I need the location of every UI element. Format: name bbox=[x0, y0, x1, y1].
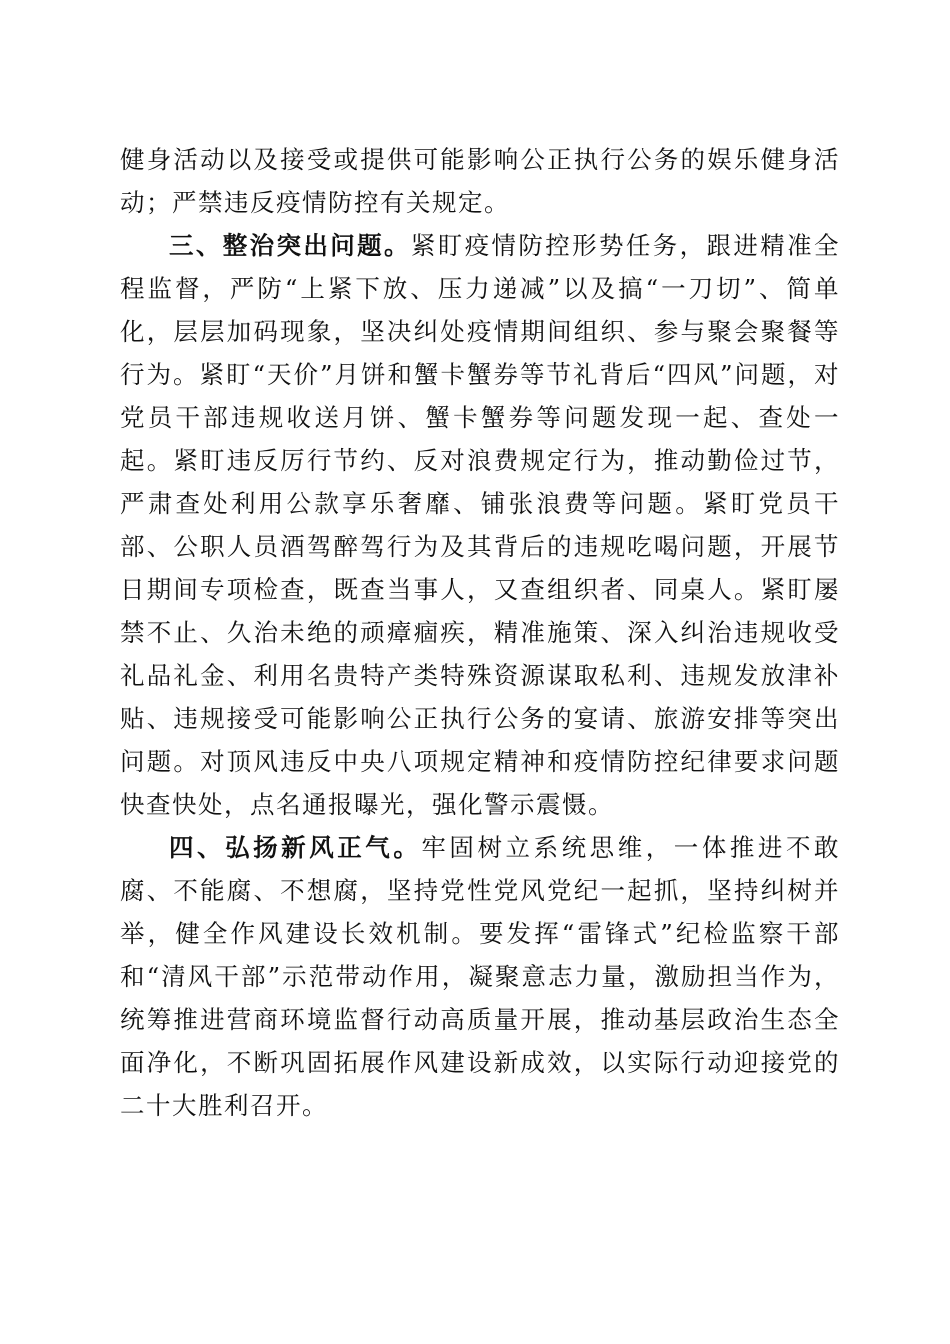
paragraph-section-three bbox=[120, 224, 840, 826]
document-body bbox=[120, 138, 840, 1127]
paragraph-continuation bbox=[120, 138, 840, 224]
paragraph-section-four bbox=[120, 826, 840, 1127]
paragraph-text: 牢固树立系统思维，一体推进不敢腐、不能腐、不想腐，坚持党性党风党纪一起抓，坚持纠树并举，健全作风建设长效机制。要发挥“雷锋式”纪检监察干部和“清风干部”示范带动作用，凝聚意志力量，激励担当作为，统筹推进营商环境监督行动高质量开展，推动基层政治生态全面净化，不断巩固拓展作风建设新成效，以实际行动迎接党的二十大胜利召开。 bbox=[120, 833, 840, 1120]
paragraph-text: 紧盯疫情防控形势任务，跟进精准全程监督，严防“上紧下放、压力递减”以及搞“一刀切”、简单化，层层加码现象，坚决纠处疫情期间组织、参与聚会聚餐等行为。紧盯“天价”月饼和蟹卡蟹券等节礼背后“四风”问题，对党员干部违规收送月饼、蟹卡蟹券等问题发现一起、查处一起。紧盯违反厉行节约、反对浪费规定行为，推动勤俭过节，严肃查处利用公款享乐奢靡、铺张浪费等问题。紧盯党员干部、公职人员酒驾醉驾行为及其背后的违规吃喝问题，开展节日期间专项检查，既查当事人，又查组织者、同桌人。紧盯屡禁不止、久治未绝的顽瘴痼疾，精准施策、深入纠治违规收受礼品礼金、利用名贵特产类特殊资源谋取私利、违规发放津补贴、违规接受可能影响公正执行公务的宴请、旅游安排等突出问题。对顶风违反中央八项规定精神和疫情防控纪律要求问题快查快处，点名通报曝光，强化警示震慑。 bbox=[120, 231, 840, 819]
section-heading-four: 四、弘扬新风正气。 bbox=[169, 833, 422, 862]
section-heading-three: 三、整治突出问题。 bbox=[169, 231, 411, 260]
paragraph-text: 健身活动以及接受或提供可能影响公正执行公务的娱乐健身活动；严禁违反疫情防控有关规定。 bbox=[120, 145, 840, 217]
